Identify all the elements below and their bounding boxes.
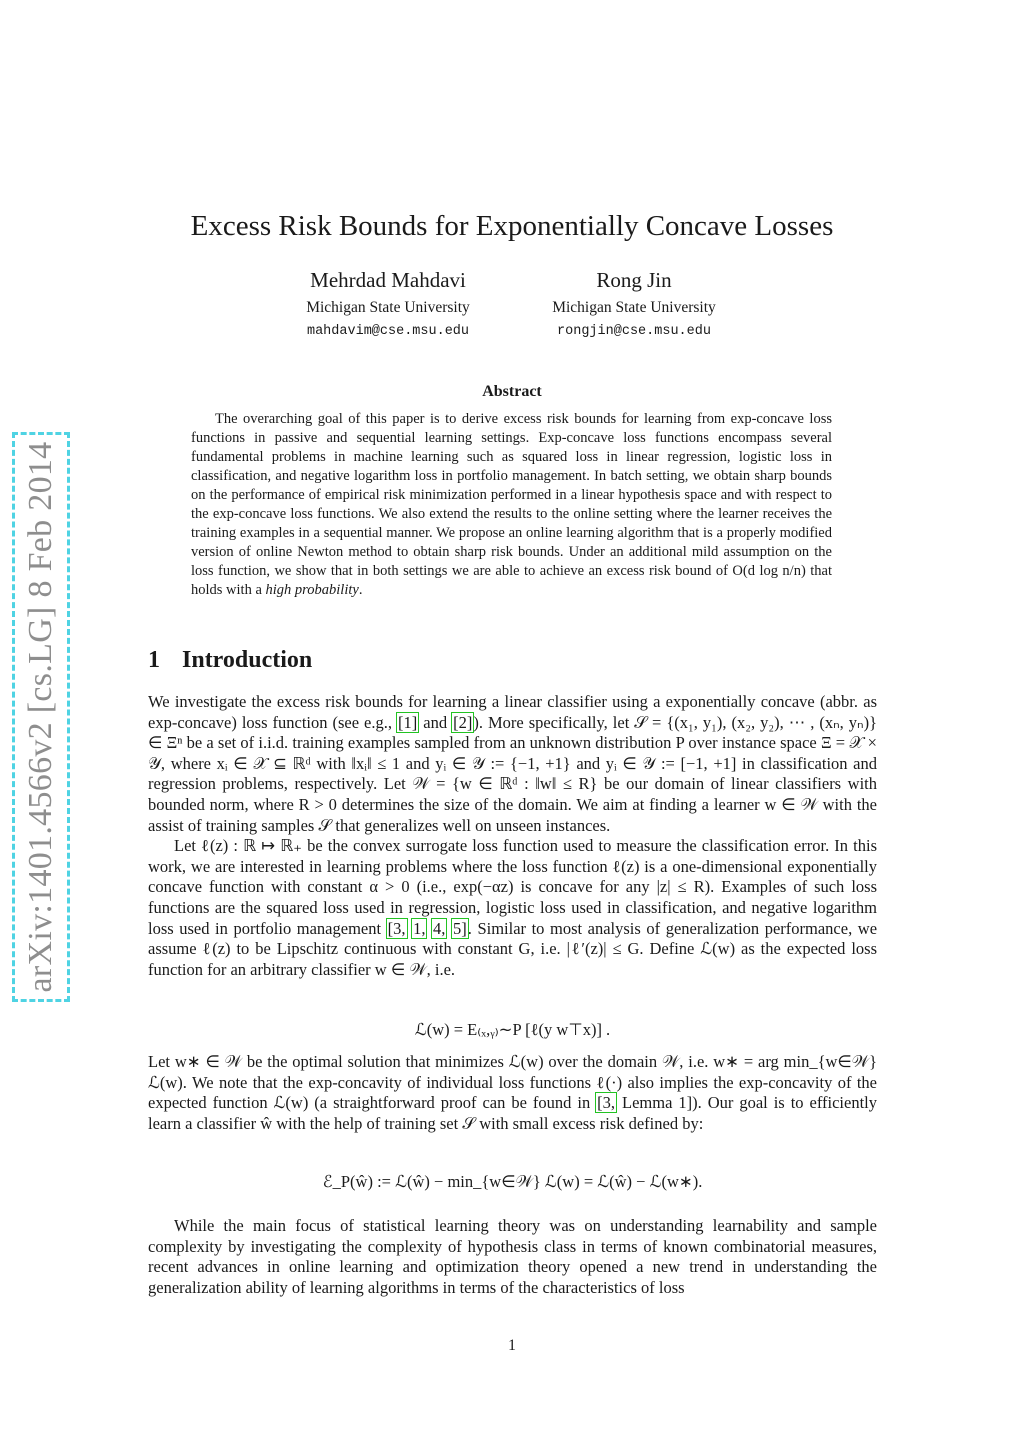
equation-excess-risk: ℰ_P(ŵ) := ℒ(ŵ) − min_{w∈𝒲} ℒ(w) = ℒ(ŵ) − ℒ(w∗). (322, 1172, 703, 1191)
paragraph-4: While the main focus of statistical learning theory was on understanding learnability and sample complexity by investigating the complexity of hypothesis class in terms of known combinatorial measures, recent advances in online learning and optimization theory opened a new trend in understanding the generalization ability of learning algorithms in terms of the characteristics of loss (148, 1216, 877, 1297)
equation-expected-loss: ℒ(w) = E₍ₓ,ᵧ₎∼P [ℓ(y w⊤x)] . (414, 1020, 611, 1039)
citation-link[interactable]: [2] (453, 712, 473, 732)
citation-link[interactable]: [1] (398, 712, 418, 732)
author-email[interactable]: rongjin@cse.msu.edu (557, 324, 711, 339)
section-heading (148, 647, 312, 674)
section-title: Introduction (182, 647, 313, 673)
abstract-text: The overarching goal of this paper is to derive excess risk bounds for learning from exp-concave loss functions in passive and sequential learning settings. Exp-concave loss functions encompass several fundamental problems in machine learning such as squared loss in linear regression, logistic loss in classification, and negative logarithm loss in portfolio management. In batch setting, we obtain sharp bounds on the performance of empirical risk minimization performed in a linear hypothesis space and with respect to the exp-concave loss functions. We also extend the results to the online setting where the learner receives the training examples in a sequential manner. We propose an online learning algorithm that is a properly modified version of online Newton method to obtain sharp risk bounds. Under an additional mild assumption on the loss function, we show that in both settings we are able to achieve an excess risk bound of O(d log n/n) that holds with a high probability. (191, 411, 832, 598)
arxiv-side-stamp: arXiv:1401.4566v2 [cs.LG] 8 Feb 2014 (12, 432, 70, 1002)
author-affiliation: Michigan State University (552, 299, 716, 316)
author-block-1 (258, 268, 518, 339)
author-name: Rong Jin (596, 268, 672, 292)
author-email[interactable]: mahdavim@cse.msu.edu (306, 324, 470, 339)
paragraph-3: Let w∗ ∈ 𝒲 be the optimal solution that minimizes ℒ(w) over the domain 𝒲, i.e. w∗ = arg min_{w∈𝒲} ℒ(w). We note that the exp-concavity of individual loss functions ℓ(·) also implies the exp-concavity of the expected function ℒ(w) (a straightforward proof can be found in [3, Lemma 1]). Our goal is to efficiently learn a classifier ŵ with the help of training set 𝒮 with small excess risk defined by: (148, 1052, 877, 1133)
citation-link[interactable]: 1, (413, 918, 426, 938)
paper-title: Excess Risk Bounds for Exponentially Concave Losses (190, 210, 834, 242)
author-name: Mehrdad Mahdavi (310, 268, 466, 292)
abstract-heading: Abstract (482, 383, 542, 400)
citation-link[interactable]: 5] (453, 918, 467, 938)
paragraph-1: We investigate the excess risk bounds for learning a linear classifier using a exponentially concave (abbr. as exp-concave) loss function (see e.g., [1] and [2]). More specifically, let 𝒮 = {(x₁, y₁), (x₂, y₂), ⋯ , (xₙ, yₙ)} ∈ Ξⁿ be a set of i.i.d. training examples sampled from an unknown distribution P over instance space Ξ = 𝒳 × 𝒴, where xᵢ ∈ 𝒳 ⊆ ℝᵈ with ‖xᵢ‖ ≤ 1 and yᵢ ∈ 𝒴 := {−1, +1} and yᵢ ∈ 𝒴 := [−1, +1] in classification and regression problems, respectively. Let 𝒲 = {w ∈ ℝᵈ : ‖w‖ ≤ R} be our domain of linear classifiers with bounded norm, where R > 0 determines the size of the domain. We aim at finding a learner w ∈ 𝒲 with the assist of training samples 𝒮 that generalizes well on unseen instances. Let ℓ(z) : ℝ ↦ ℝ₊ be the convex surrogate loss function used to measure the classification error. In this work, we are interested in learning problems where the loss function ℓ(z) is a one-dimensional exponentially concave function with constant α > 0 (i.e., exp(−αz) is concave for any |z| ≤ R). Examples of such loss functions are the squared loss used in regression, logistic loss used in classification, and negative logarithm loss used in portfolio management [3, 1, 4, 5]. Similar to most analysis of generalization performance, we assume ℓ(z) to be Lipschitz continuous with constant G, i.e. |ℓ′(z)| ≤ G. Define ℒ(w) as the expected loss function for an arbitrary classifier w ∈ 𝒲, i.e. (148, 692, 878, 979)
page-number: 1 (508, 1337, 516, 1354)
citation-link[interactable]: 4, (433, 918, 446, 938)
citation-link[interactable]: [3, (387, 918, 406, 938)
section-number: 1 (148, 647, 160, 673)
abstract-emphasis: high probability (265, 582, 359, 598)
citation-link[interactable]: [3, (597, 1093, 616, 1113)
author-affiliation: Michigan State University (306, 299, 470, 316)
author-block-2 (504, 268, 764, 339)
